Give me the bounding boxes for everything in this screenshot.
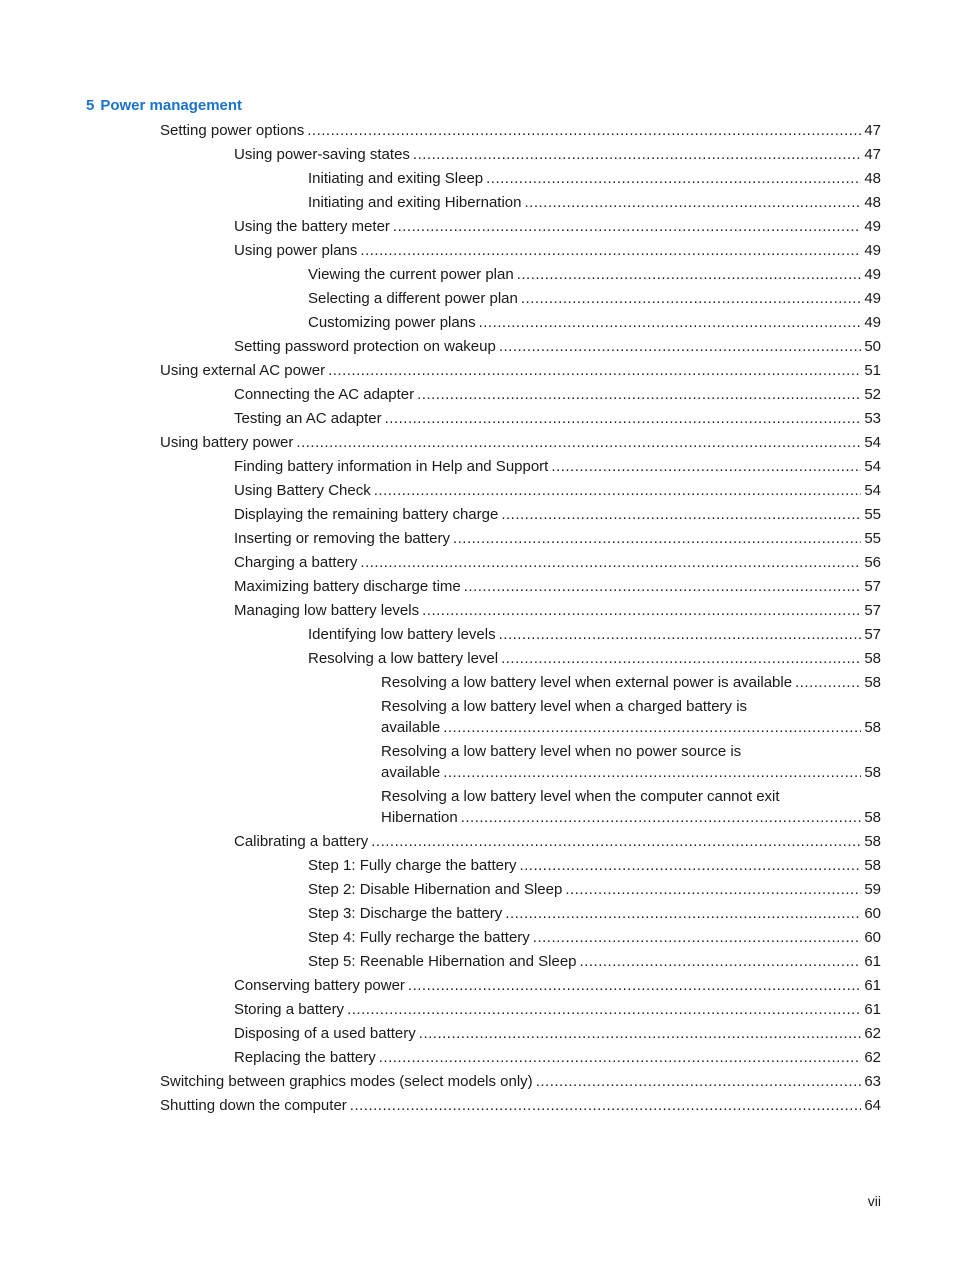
toc-entry[interactable] [234, 240, 881, 261]
toc-entry-title: Step 3: Discharge the battery [308, 905, 503, 922]
dot-leader [408, 975, 861, 996]
toc-entry[interactable] [160, 1071, 881, 1092]
toc-entry-page: 57 [864, 626, 881, 643]
toc-entry-page: 47 [864, 146, 881, 163]
toc-entry-title: Switching between graphics modes (select models only) [160, 1073, 533, 1090]
chapter-number: 5 [86, 97, 95, 114]
toc-entry-page: 50 [864, 338, 881, 355]
toc-entry-title: Storing a battery [234, 1001, 345, 1018]
toc-entry-page: 49 [864, 266, 881, 283]
toc-entry[interactable] [234, 456, 881, 477]
dot-leader [422, 600, 861, 621]
toc-entry-title: Using the battery meter [234, 218, 390, 235]
toc-entry[interactable] [308, 288, 881, 309]
toc-entry-page: 57 [864, 578, 881, 595]
dot-leader [795, 672, 861, 693]
toc-entry[interactable] [381, 741, 881, 783]
dot-leader [519, 855, 861, 876]
dot-leader [385, 408, 862, 429]
toc-entry-page: 54 [864, 458, 881, 475]
toc-entry[interactable] [160, 432, 881, 453]
toc-entry-title: Managing low battery levels [234, 602, 420, 619]
toc-entry[interactable] [234, 384, 881, 405]
toc-entry[interactable] [234, 552, 881, 573]
toc-entry-title: Viewing the current power plan [308, 266, 514, 283]
toc-entry[interactable] [234, 528, 881, 549]
dot-leader [443, 717, 861, 738]
dot-leader [565, 879, 861, 900]
toc-entry[interactable] [234, 1047, 881, 1068]
toc-entry-page: 51 [864, 362, 881, 379]
toc-entry-title: Step 2: Disable Hibernation and Sleep [308, 881, 563, 898]
toc-entry-title: Step 4: Fully recharge the battery [308, 929, 530, 946]
dot-leader [307, 120, 861, 141]
dot-leader [486, 168, 861, 189]
toc-entry-page: 61 [864, 1001, 881, 1018]
dot-leader [499, 624, 862, 645]
toc-entry-title: Selecting a different power plan [308, 290, 518, 307]
toc-entry-page: 58 [864, 764, 881, 781]
toc-entry-title: Finding battery information in Help and Support [234, 458, 549, 475]
toc-entry[interactable] [234, 576, 881, 597]
dot-leader [350, 1095, 862, 1116]
toc-entry-page: 62 [864, 1049, 881, 1066]
toc-entry-page: 58 [864, 857, 881, 874]
toc-entry-title: Step 1: Fully charge the battery [308, 857, 517, 874]
toc-entry[interactable] [234, 408, 881, 429]
dot-leader [379, 1047, 862, 1068]
toc-entry[interactable] [308, 312, 881, 333]
dot-leader [524, 192, 861, 213]
dot-leader [417, 384, 861, 405]
toc-entry-title: Hibernation [381, 809, 458, 826]
toc-entry-title-line: Resolving a low battery level when no power source is [381, 743, 742, 760]
toc-entry-title: Testing an AC adapter [234, 410, 382, 427]
toc-entry-title: Using Battery Check [234, 482, 371, 499]
page-number: vii [867, 1193, 881, 1209]
toc-entry-page: 61 [864, 953, 881, 970]
toc-entry[interactable] [308, 264, 881, 285]
toc-entry-title: Initiating and exiting Sleep [308, 170, 484, 187]
toc-entry[interactable] [234, 504, 881, 525]
toc-entry-title: Setting power options [160, 122, 305, 139]
dot-leader [517, 264, 862, 285]
toc-entry[interactable] [234, 600, 881, 621]
toc-entry-title: Replacing the battery [234, 1049, 376, 1066]
dot-leader [296, 432, 861, 453]
dot-leader [501, 504, 861, 525]
dot-leader [328, 360, 861, 381]
dot-leader [499, 336, 861, 357]
toc-entry-page: 54 [864, 482, 881, 499]
toc-entry-title: Conserving battery power [234, 977, 405, 994]
toc-entry[interactable] [308, 648, 881, 669]
toc-entry-title: Resolving a low battery level [308, 650, 499, 667]
toc-entry[interactable] [234, 975, 881, 996]
toc-entry-title: available [381, 764, 441, 781]
toc-entry-page: 48 [864, 194, 881, 211]
toc-entry[interactable] [234, 144, 881, 165]
toc-entry-title: Setting password protection on wakeup [234, 338, 496, 355]
dot-leader [347, 999, 861, 1020]
toc-entry[interactable] [234, 831, 881, 852]
toc-entry-page: 58 [864, 809, 881, 826]
dot-leader [413, 144, 861, 165]
toc-entry-title: Using power plans [234, 242, 358, 259]
toc-entry-title: Customizing power plans [308, 314, 476, 331]
dot-leader [461, 807, 862, 828]
toc-entry-title: Initiating and exiting Hibernation [308, 194, 522, 211]
dot-leader [533, 927, 862, 948]
toc-entry-page: 62 [864, 1025, 881, 1042]
dot-leader [360, 552, 861, 573]
toc-entry-page: 58 [864, 719, 881, 736]
toc-entry-page: 55 [864, 530, 881, 547]
toc-entry[interactable] [308, 903, 881, 924]
toc-entry-title: Charging a battery [234, 554, 358, 571]
toc-entry-page: 55 [864, 506, 881, 523]
toc-entry-page: 60 [864, 929, 881, 946]
toc-entry-page: 52 [864, 386, 881, 403]
dot-leader [360, 240, 861, 261]
dot-leader [393, 216, 861, 237]
toc-entry-page: 49 [864, 218, 881, 235]
dot-leader [443, 762, 861, 783]
toc-entry[interactable] [308, 624, 881, 645]
toc-entry[interactable] [381, 672, 881, 693]
dot-leader [419, 1023, 862, 1044]
chapter-title: Power management [100, 97, 243, 114]
dot-leader [521, 288, 861, 309]
toc-entry[interactable] [308, 879, 881, 900]
toc-entry-title: Displaying the remaining battery charge [234, 506, 499, 523]
toc-entry[interactable] [308, 192, 881, 213]
toc-entry-title: Identifying low battery levels [308, 626, 496, 643]
chapter-heading[interactable] [86, 97, 242, 114]
dot-leader [453, 528, 861, 549]
toc-entry-page: 49 [864, 314, 881, 331]
toc-entry-title-line: Resolving a low battery level when the computer cannot exit [381, 788, 780, 805]
toc-entry-page: 54 [864, 434, 881, 451]
toc-entry-title: Shutting down the computer [160, 1097, 347, 1114]
toc-entry-title: Using external AC power [160, 362, 326, 379]
toc-entry-page: 53 [864, 410, 881, 427]
toc-entry[interactable] [308, 927, 881, 948]
dot-leader [551, 456, 861, 477]
dot-leader [374, 480, 862, 501]
toc-entry[interactable] [308, 855, 881, 876]
dot-leader [371, 831, 861, 852]
toc-entry[interactable] [234, 999, 881, 1020]
dot-leader [479, 312, 862, 333]
toc-entry-page: 58 [864, 650, 881, 667]
toc-entry-title: Resolving a low battery level when external power is available [381, 674, 793, 691]
toc-entry-title: available [381, 719, 441, 736]
toc-entry-title: Connecting the AC adapter [234, 386, 415, 403]
toc-entry-title: Using battery power [160, 434, 294, 451]
toc-entry-title: Step 5: Reenable Hibernation and Sleep [308, 953, 577, 970]
toc-entry-page: 49 [864, 290, 881, 307]
toc-entry[interactable] [160, 120, 881, 141]
toc-entry-page: 58 [864, 674, 881, 691]
toc-entry[interactable] [234, 1023, 881, 1044]
dot-leader [505, 903, 861, 924]
toc-entry[interactable] [381, 786, 881, 828]
toc-entry-page: 56 [864, 554, 881, 571]
toc-entry-title-line: Resolving a low battery level when a charged battery is [381, 698, 748, 715]
dot-leader [580, 951, 862, 972]
toc-entry-title: Inserting or removing the battery [234, 530, 450, 547]
toc-entry-title: Calibrating a battery [234, 833, 369, 850]
toc-entry-page: 49 [864, 242, 881, 259]
dot-leader [501, 648, 861, 669]
toc-entry-page: 60 [864, 905, 881, 922]
toc-entry[interactable] [160, 1095, 881, 1116]
toc-entry-page: 47 [864, 122, 881, 139]
toc-entry[interactable] [234, 480, 881, 501]
toc-entry-page: 59 [864, 881, 881, 898]
toc-entry[interactable] [234, 336, 881, 357]
toc-entry-title: Using power-saving states [234, 146, 410, 163]
toc-entry[interactable] [308, 951, 881, 972]
toc-entry-page: 63 [864, 1073, 881, 1090]
toc-entry[interactable] [308, 168, 881, 189]
toc-entry[interactable] [234, 216, 881, 237]
toc-entry-page: 48 [864, 170, 881, 187]
toc-entry-page: 57 [864, 602, 881, 619]
toc-entry[interactable] [381, 696, 881, 738]
dot-leader [464, 576, 862, 597]
toc-entry-page: 61 [864, 977, 881, 994]
dot-leader [536, 1071, 862, 1092]
toc-entry-page: 58 [864, 833, 881, 850]
toc-entry[interactable] [160, 360, 881, 381]
toc-entry-title: Maximizing battery discharge time [234, 578, 461, 595]
toc-entry-page: 64 [864, 1097, 881, 1114]
toc-entry-title: Disposing of a used battery [234, 1025, 416, 1042]
